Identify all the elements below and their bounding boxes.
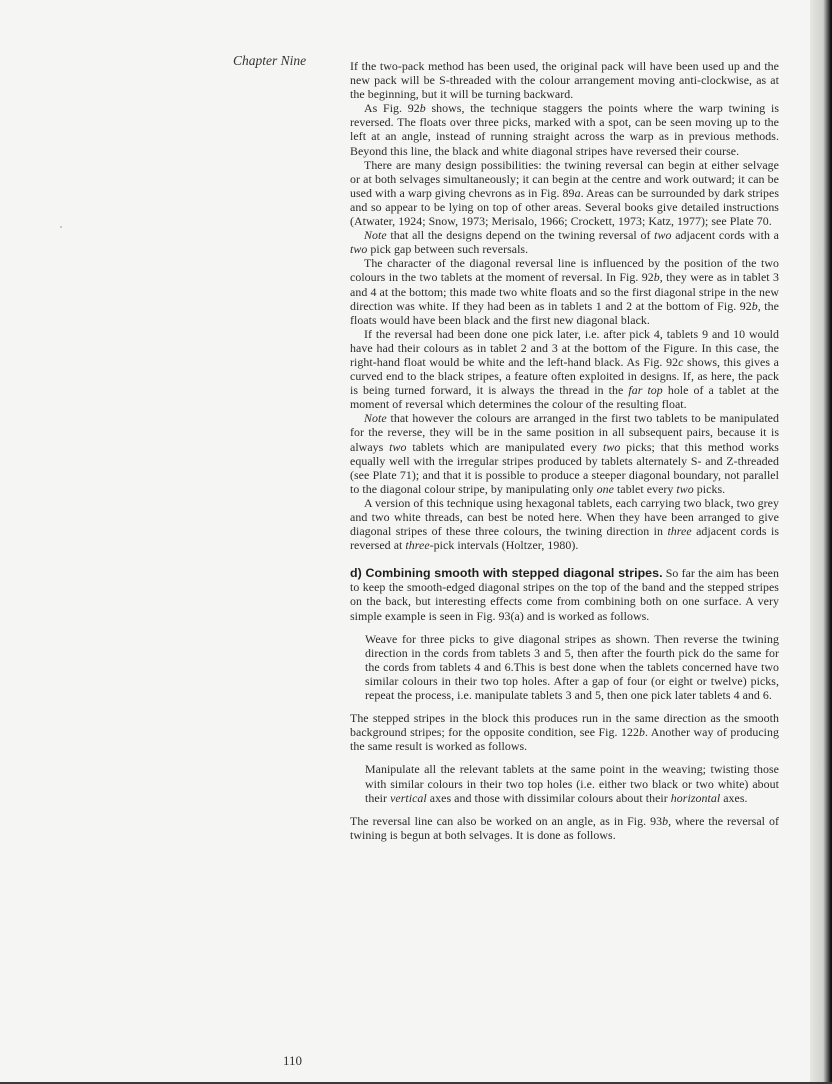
text-run: Manipulate all the relevant tablets at the same point in the weaving; twisting those with similar colours in their two top holes (i.e. either two black or two white) about their bbox=[365, 762, 779, 805]
italic-text: a bbox=[574, 185, 581, 200]
paragraph-after-block-2 bbox=[350, 814, 779, 842]
paragraph-7 bbox=[350, 411, 779, 496]
text-run: There are many design possibilities: the twining reversal can begin at either selvage or at both selvages simultaneously; it can begin at the centre and work outward; it can be used with a warp giving chevrons as in Fig. 89 bbox=[350, 157, 779, 200]
text-run: , they were as in tablet 3 and 4 at the bottom; this made two white floats and so the first diagonal stripe in the new direction was white. If they had been as in tablets 1 and 2 at the bottom of Fig. 92 bbox=[350, 270, 779, 313]
paragraph-1 bbox=[350, 59, 779, 101]
italic-text: vertical bbox=[390, 790, 427, 805]
text-run: tablet every bbox=[613, 481, 677, 496]
text-run: A version of this technique using hexagonal tablets, each carrying two black, two grey and two white threads, can best be noted here. When they have been arranged to give diagonal stripes of these three colours, the twining direction in bbox=[350, 495, 779, 539]
italic-text: two bbox=[676, 481, 694, 496]
text-run: If the reversal had been done one pick later, i.e. after pick 4, tablets 9 and 10 would have had their colours as in tablet 2 and 3 at the bottom of the Figure. In this case, the right-hand float would be white and the left-hand black. As Fig. 92 bbox=[350, 326, 779, 369]
italic-text: Note bbox=[364, 411, 387, 426]
page-number: 110 bbox=[283, 1053, 303, 1068]
text-run: The character of the diagonal reversal line is influenced by the position of the two colours in the two tablets at the moment of reversal. In Fig. 92 bbox=[350, 256, 779, 285]
italic-text: b bbox=[638, 725, 645, 740]
italic-text: two bbox=[389, 439, 407, 454]
section-intro: So far the aim has been to keep the smooth-edged diagonal stripes on the top of the band and the stepped stripes on the back, but interesting effects come from combining both on one surface. A very simple example is seen in Fig. 93(a) and is worked as follows. bbox=[350, 566, 779, 623]
paragraph-4 bbox=[350, 228, 779, 256]
text-run: shows, the technique staggers the points where the warp twining is reversed. The floats over three picks, marked with a spot, can be seen moving up to the left at an angle, instead of running straight across the warp as in previous methods. Beyond this line, the black and white diagonal stripes have reversed their course. bbox=[350, 101, 779, 158]
text-run: adjacent cords is reversed at bbox=[350, 524, 779, 553]
text-run: pick gap between such reversals. bbox=[367, 242, 529, 257]
text-run: shows, this gives a curved end to the black stripes, a feature often exploited in designs. If, as here, the pack is being turned forward, it is always the thread in the bbox=[350, 354, 780, 398]
text-run: The stepped stripes in the block this produces run in the same direction as the smooth background stripes; for the opposite condition, see Fig. 122 bbox=[350, 711, 779, 740]
text-run: that all the designs depend on the twining reversal of bbox=[386, 228, 655, 243]
text-run: -pick intervals (Holtzer, 1980). bbox=[429, 538, 579, 553]
section-paragraph bbox=[350, 566, 779, 622]
paragraph-5 bbox=[350, 256, 779, 326]
text-run: hole of a tablet at the moment of reversal which determines the colour of the resulting float. bbox=[350, 383, 779, 412]
italic-text: b bbox=[653, 270, 660, 285]
margin-speck bbox=[60, 226, 62, 228]
italic-text: two bbox=[602, 439, 621, 454]
text-run: that however the colours are arranged in the first two tablets to be manipulated for the reverse, they will be in the same position in all subsequent pairs, because it is always bbox=[350, 411, 779, 454]
italic-text: far top bbox=[628, 383, 663, 398]
text-run: picks; that this method works equally well with the irregular stripes produced by tablets alternately S- and Z-threaded (see Plate 71); and that it is possible to produce a steeper diagonal boundary, not parallel to the diagonal colour stripe, by manipulating only bbox=[350, 439, 779, 496]
paragraph-8 bbox=[350, 496, 779, 552]
paragraph-2 bbox=[350, 101, 779, 157]
italic-text: c bbox=[678, 354, 684, 369]
instruction-block-1: Weave for three picks to give diagonal stripes as shown. Then reverse the twining direction in the cords from tablets 3 and 5, then after the fourth pick do the same for the cords from tablets 4 and 6.This is best done when the tablets concerned have two similar colours in their two top holes. After a gap of four (or eight or twelve) picks, repeat the process, i.e. manipulate tablets 3 and 5, then one pick later tablets 4 and 6. bbox=[365, 631, 779, 703]
text-run: , the floats would have been black and the first new diagonal black. bbox=[350, 298, 779, 327]
body-text bbox=[350, 59, 779, 842]
italic-text: b bbox=[751, 298, 758, 313]
paragraph-after-block-1 bbox=[350, 711, 779, 753]
text-run: . Another way of producing the same result is worked as follows. bbox=[350, 725, 780, 754]
text-run: picks. bbox=[693, 481, 726, 496]
text-run: , where the reversal of twining is begun at both selvages. It is done as follows. bbox=[350, 813, 779, 842]
paragraph-6 bbox=[350, 327, 779, 412]
italic-text: two bbox=[350, 242, 368, 257]
text-run: . Areas can be surrounded by dark stripes and so appear to be lying on top of other areas. Several books give detailed instructions (Atwater, 1924; Snow, 1973; Merisalo, 1966; Crockett, 1973; Katz, 1977); see Plate 70. bbox=[350, 185, 780, 229]
section-heading: d) Combining smooth with stepped diagonal stripes. bbox=[350, 566, 663, 581]
chapter-label: Chapter Nine bbox=[233, 53, 307, 68]
text-run: axes. bbox=[720, 790, 748, 805]
text-run: adjacent cords with a bbox=[671, 228, 779, 243]
italic-text: b bbox=[662, 813, 669, 828]
italic-text: three bbox=[405, 538, 430, 553]
italic-text: one bbox=[596, 481, 614, 496]
italic-text: two bbox=[654, 228, 672, 243]
italic-text: Note bbox=[364, 228, 387, 243]
italic-text: b bbox=[419, 101, 426, 116]
instruction-block-2 bbox=[365, 762, 779, 804]
page-edge-shadow bbox=[810, 0, 832, 1084]
italic-text: horizontal bbox=[670, 790, 721, 805]
text-run: tablets which are manipulated every bbox=[406, 439, 603, 454]
italic-text: three bbox=[667, 524, 692, 539]
text-run: As Fig. 92 bbox=[364, 101, 420, 116]
paragraph-3 bbox=[350, 158, 779, 228]
text-run: If the two-pack method has been used, the original pack will have been used up and the new pack will be S-threaded with the colour arrangement moving anti-clockwise, as at the beginning, but it will be turning backward. bbox=[350, 59, 779, 102]
text-run: The reversal line can also be worked on an angle, as in Fig. 93 bbox=[350, 813, 663, 828]
text-run: axes and those with dissimilar colours about their bbox=[426, 790, 671, 805]
